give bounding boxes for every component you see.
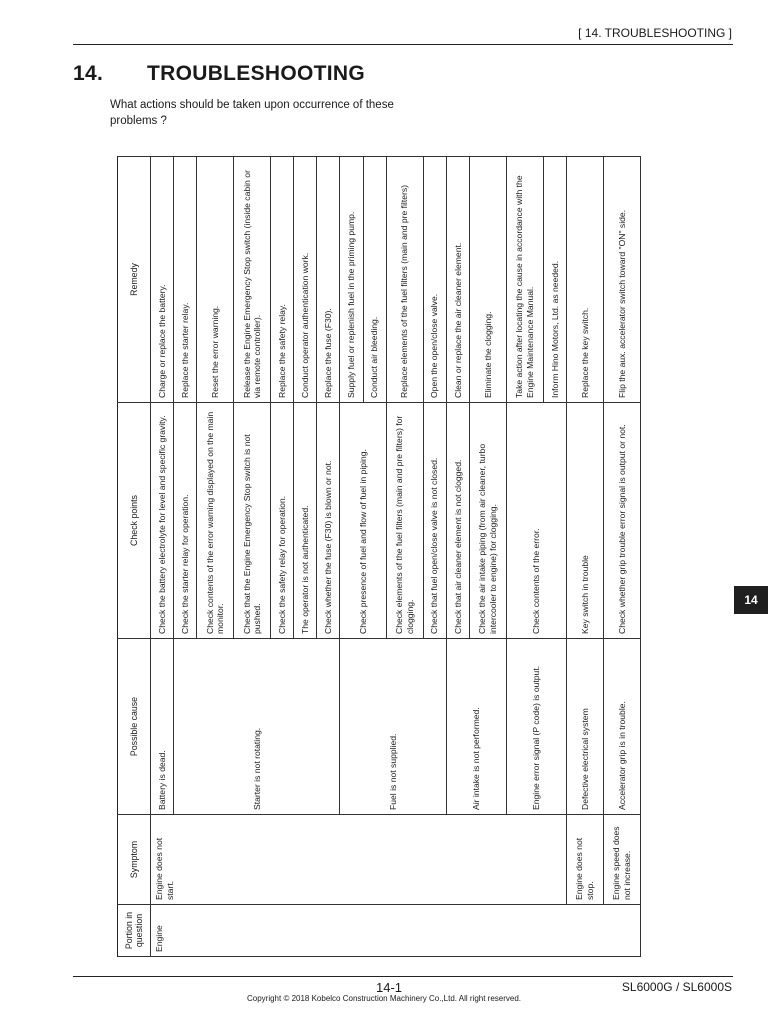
portion-cell: Engine [151,905,641,957]
symptom-cell: Engine does not start. [151,815,567,905]
header-section-label: [ 14. TROUBLESHOOTING ] [578,26,732,40]
chapter-title: TROUBLESHOOTING [147,62,365,85]
page-number: 14-1 [376,980,403,995]
check-cell: Check presence of fuel and flow of fuel in piping. [340,403,386,639]
check-cell: Check the air intake piping (from air cleaner, turbo intercooler to engine) for clogging. [469,403,506,639]
check-cell: Check whether the fuse (F30) is blown or not. [317,403,340,639]
remedy-cell: Replace the safety relay. [271,157,294,403]
header-divider [73,44,733,45]
check-cell: Key switch in trouble [566,403,603,639]
remedy-cell: Replace elements of the fuel filters (main and pre filters) [386,157,423,403]
remedy-cell: Replace the fuse (F30). [317,157,340,403]
remedy-cell: Supply fuel or replenish fuel in the priming pump. [340,157,363,403]
header-portion: Portion in question [118,905,151,957]
remedy-cell: Clean or replace the air cleaner element. [446,157,469,403]
check-cell: Check whether grip trouble error signal is output or not. [603,403,640,639]
remedy-cell: Conduct air bleeding. [363,157,386,403]
check-cell: Check the battery electrolyte for level and specific gravity. [151,403,174,639]
copyright-notice: Copyright © 2018 Kobelco Construction Machinery Co.,Ltd. All right reserved. [246,994,522,1003]
header-check-points: Check points [118,403,151,639]
symptom-cell: Engine speed does not increase. [603,815,640,905]
rotated-table-frame [117,157,641,957]
header-symptom: Symptom [118,815,151,905]
check-cell: Check that the Engine Emergency Stop switch is not pushed. [234,403,271,639]
table-row [603,157,640,957]
table-row [566,157,603,957]
check-cell: Check that air cleaner element is not clogged. [446,403,469,639]
check-cell: Check elements of the fuel filters (main and pre filters) for clogging. [386,403,423,639]
table-header-row [118,157,151,957]
table-row [151,157,174,957]
cause-cell: Starter is not rotating. [174,639,340,815]
remedy-cell: Replace the starter relay. [174,157,197,403]
remedy-cell: Replace the key switch. [566,157,603,403]
check-cell: Check contents of the error. [506,403,566,639]
chapter-number: 14. [73,62,104,85]
check-cell: Check that fuel open/close valve is not closed. [423,403,446,639]
symptom-cell: Engine does not stop. [566,815,603,905]
cause-cell: Battery is dead. [151,639,174,815]
check-cell: Check the safety relay for operation. [271,403,294,639]
remedy-cell: Reset the error warning. [197,157,234,403]
cause-cell: Fuel is not supplied. [340,639,446,815]
check-cell: Check contents of the error warning displayed on the main monitor. [197,403,234,639]
check-cell: The operator is not authenticated. [294,403,317,639]
remedy-cell: Inform Hino Motors, Ltd. as needed. [543,157,566,403]
chapter-subtitle: What actions should be taken upon occurrence of these problems ? [110,99,394,127]
remedy-cell: Take action after locating the cause in accordance with the Engine Maintenance Manual. [506,157,543,403]
remedy-cell: Open the open/close valve. [423,157,446,403]
remedy-cell: Flip the aux. accelerator switch toward "ON" side. [603,157,640,403]
remedy-cell: Conduct operator authentication work. [294,157,317,403]
chapter-heading [73,62,365,86]
model-name: SL6000G / SL6000S [621,980,732,994]
remedy-cell: Release the Engine Emergency Stop switch (inside cabin or via remote controller). [234,157,271,403]
header-cause: Possible cause [118,639,151,815]
remedy-cell: Charge or replace the battery. [151,157,174,403]
footer-divider [73,976,733,977]
cause-cell: Accelerator grip is in trouble. [603,639,640,815]
troubleshooting-table-area [117,157,641,957]
cause-cell: Engine error signal (P code) is output. [506,639,566,815]
check-cell: Check the starter relay for operation. [174,403,197,639]
cause-cell: Defective electrical system [566,639,603,815]
troubleshooting-table [117,156,641,957]
cause-cell: Air intake is not performed. [446,639,506,815]
header-remedy: Remedy [118,157,151,403]
remedy-cell: Eliminate the clogging. [469,157,506,403]
chapter-side-tab: 14 [734,586,768,614]
